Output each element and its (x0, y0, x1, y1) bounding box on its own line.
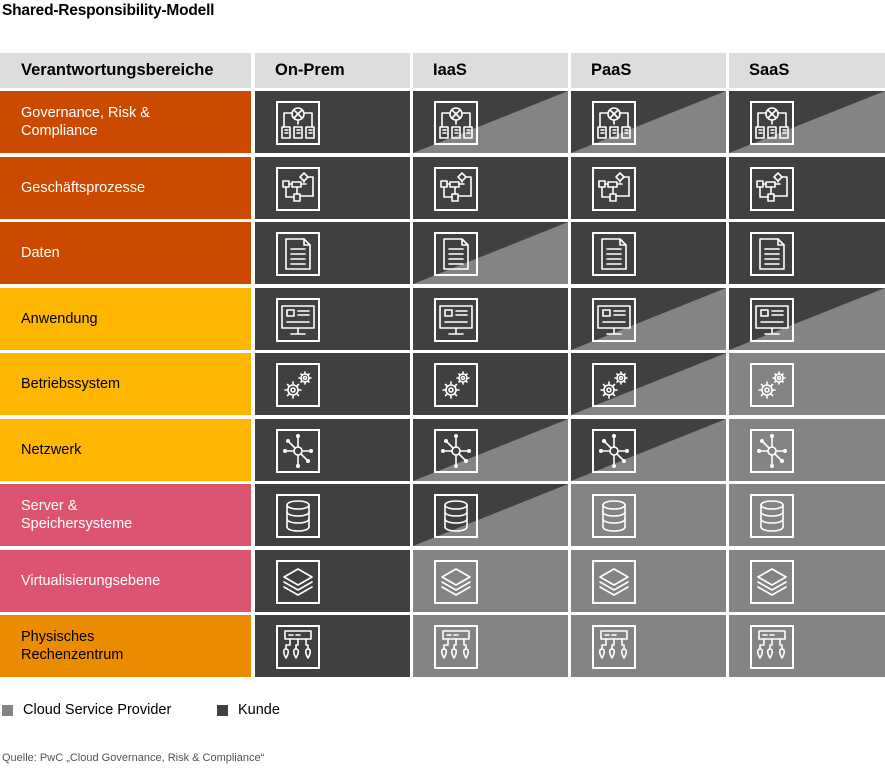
process-flow-icon (750, 167, 794, 211)
responsibility-cell (571, 222, 726, 284)
layers-icon (592, 560, 636, 604)
responsibility-cell (729, 419, 885, 481)
legend-item (2, 702, 171, 718)
database-icon (750, 494, 794, 538)
responsibility-cell (413, 550, 568, 612)
governance-icon (592, 101, 636, 145)
row-label-text: Anwendung (21, 311, 98, 327)
document-icon (592, 232, 636, 276)
legend-item (217, 702, 280, 718)
source-note: Quelle: PwC „Cloud Governance, Risk & Compliance“ (2, 752, 265, 764)
datacenter-icon (592, 625, 636, 669)
responsibility-cell (255, 222, 410, 284)
responsibility-cell (413, 288, 568, 350)
process-flow-icon (434, 167, 478, 211)
responsibility-cell (413, 484, 568, 546)
row-label (0, 484, 251, 546)
responsibility-cell (255, 484, 410, 546)
row-label-text: Betriebssystem (21, 376, 121, 392)
row-label-text: Server & Speichersysteme (21, 498, 133, 532)
chart-title: Shared-Responsibility-Modell (2, 2, 215, 19)
column-header-iaas: IaaS (413, 53, 568, 88)
row-label-text: Netzwerk (21, 442, 82, 458)
responsibility-cell (571, 550, 726, 612)
responsibility-cell (729, 288, 885, 350)
responsibility-cell (413, 222, 568, 284)
responsibility-cell (255, 91, 410, 153)
responsibility-cell (413, 91, 568, 153)
responsibility-cell (571, 615, 726, 677)
row-label (0, 222, 251, 284)
responsibility-cell (255, 550, 410, 612)
gears-icon (434, 363, 478, 407)
row-label-text: Virtualisierungsebene (21, 573, 161, 589)
database-icon (434, 494, 478, 538)
gears-icon (592, 363, 636, 407)
monitor-icon (750, 298, 794, 342)
responsibility-cell (729, 353, 885, 415)
responsibility-cell (255, 615, 410, 677)
database-icon (592, 494, 636, 538)
responsibility-cell (729, 550, 885, 612)
datacenter-icon (276, 625, 320, 669)
datacenter-icon (750, 625, 794, 669)
responsibility-cell (729, 157, 885, 219)
layers-icon (750, 560, 794, 604)
governance-icon (750, 101, 794, 145)
responsibility-cell (729, 91, 885, 153)
row-label-text: Geschäftsprozesse (21, 180, 146, 196)
network-icon (592, 429, 636, 473)
responsibility-cell (413, 157, 568, 219)
column-header-on-prem: On-Prem (255, 53, 410, 88)
network-icon (276, 429, 320, 473)
gears-icon (750, 363, 794, 407)
network-icon (750, 429, 794, 473)
column-header-row-label: Verantwortungsbereiche (0, 53, 251, 88)
document-icon (434, 232, 478, 276)
network-icon (434, 429, 478, 473)
responsibility-cell (571, 157, 726, 219)
layers-icon (434, 560, 478, 604)
monitor-icon (276, 298, 320, 342)
layers-icon (276, 560, 320, 604)
gears-icon (276, 363, 320, 407)
responsibility-cell (255, 288, 410, 350)
row-label (0, 288, 251, 350)
row-label (0, 615, 251, 677)
row-label (0, 550, 251, 612)
governance-icon (276, 101, 320, 145)
responsibility-cell (571, 353, 726, 415)
responsibility-cell (729, 615, 885, 677)
legend-label: Kunde (238, 702, 280, 718)
responsibility-cell (255, 353, 410, 415)
row-label-text: Daten (21, 245, 60, 261)
legend-label: Cloud Service Provider (23, 702, 172, 718)
responsibility-cell (571, 484, 726, 546)
responsibility-cell (571, 419, 726, 481)
process-flow-icon (276, 167, 320, 211)
responsibility-cell (413, 353, 568, 415)
responsibility-cell (255, 419, 410, 481)
monitor-icon (434, 298, 478, 342)
row-label (0, 91, 251, 153)
legend-swatch (2, 705, 13, 716)
row-label (0, 157, 251, 219)
responsibility-cell (729, 222, 885, 284)
row-label-text: Physisches Rechenzentrum (21, 629, 124, 663)
row-label (0, 353, 251, 415)
row-label-text: Governance, Risk & Compliance (21, 105, 150, 139)
document-icon (276, 232, 320, 276)
responsibility-cell (571, 288, 726, 350)
responsibility-cell (729, 484, 885, 546)
column-header-paas: PaaS (571, 53, 726, 88)
legend-swatch (217, 705, 228, 716)
column-header-saas: SaaS (729, 53, 885, 88)
responsibility-cell (571, 91, 726, 153)
document-icon (750, 232, 794, 276)
governance-icon (434, 101, 478, 145)
responsibility-cell (255, 157, 410, 219)
datacenter-icon (434, 625, 478, 669)
monitor-icon (592, 298, 636, 342)
process-flow-icon (592, 167, 636, 211)
responsibility-cell (413, 615, 568, 677)
row-label (0, 419, 251, 481)
responsibility-cell (413, 419, 568, 481)
database-icon (276, 494, 320, 538)
